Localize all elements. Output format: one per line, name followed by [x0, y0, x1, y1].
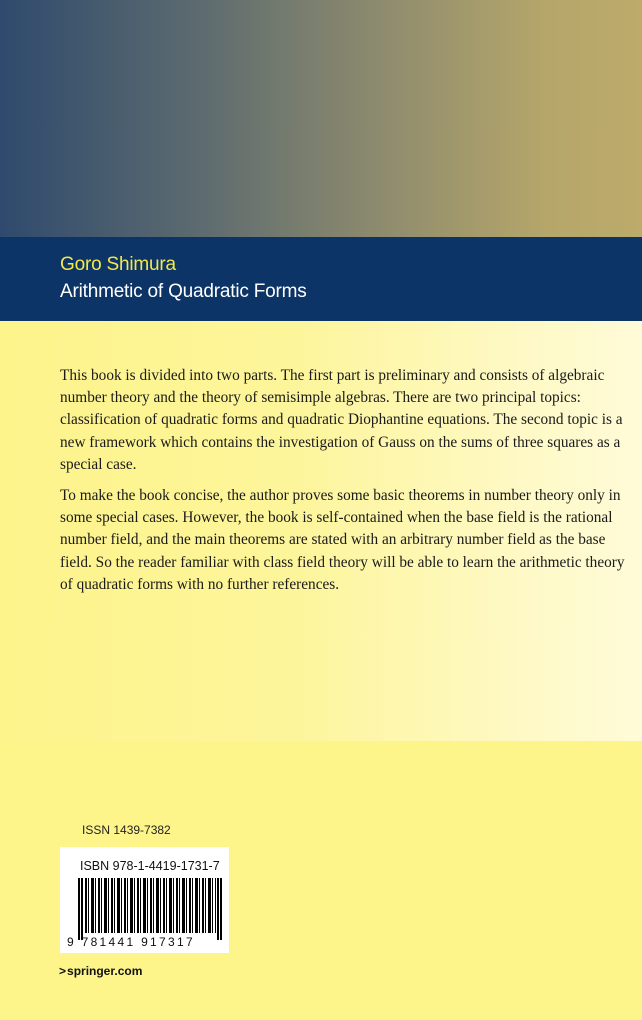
isbn-label: ISBN 978-1-4419-1731-7 — [80, 859, 220, 873]
barcode-guard-right — [217, 878, 219, 940]
cover-gradient-band — [0, 0, 642, 237]
title-band — [0, 237, 642, 321]
description-paragraph-2: To make the book concise, the author proves some basic theorems in number theory only in some special cases. However, the book is self-contained when the base field is the rational number field, and the main theorems are stated with an arbitrary number field as the base field. So the reader familiar with class field theory will be able to learn the arithmetic theory of quadratic forms with no further references. — [60, 487, 625, 593]
publisher-link[interactable] — [59, 964, 142, 978]
publisher-url: springer.com — [67, 964, 143, 978]
barcode-box — [60, 847, 229, 953]
book-title: Arithmetic of Quadratic Forms — [60, 281, 307, 302]
description-paragraph-1: This book is divided into two parts. The first part is preliminary and consists of algebraic number theory and the theory of semisimple algebras. There are two principal topics: classification of quadratic forms and quadratic Diophantine equations. The second topic is a new framework which contains the investigation of Gauss on the sums of three squares as a special case. — [60, 367, 623, 473]
barcode-guard-left — [78, 878, 80, 940]
issn-label: ISSN 1439-7382 — [82, 823, 171, 837]
author-name: Goro Shimura — [60, 254, 176, 275]
barcode-bars — [82, 878, 216, 933]
barcode-guard-right-2 — [220, 878, 222, 940]
chevron-right-icon: > — [59, 964, 67, 978]
barcode-digits: 9 781441 917317 — [67, 935, 195, 949]
book-description — [60, 365, 625, 605]
